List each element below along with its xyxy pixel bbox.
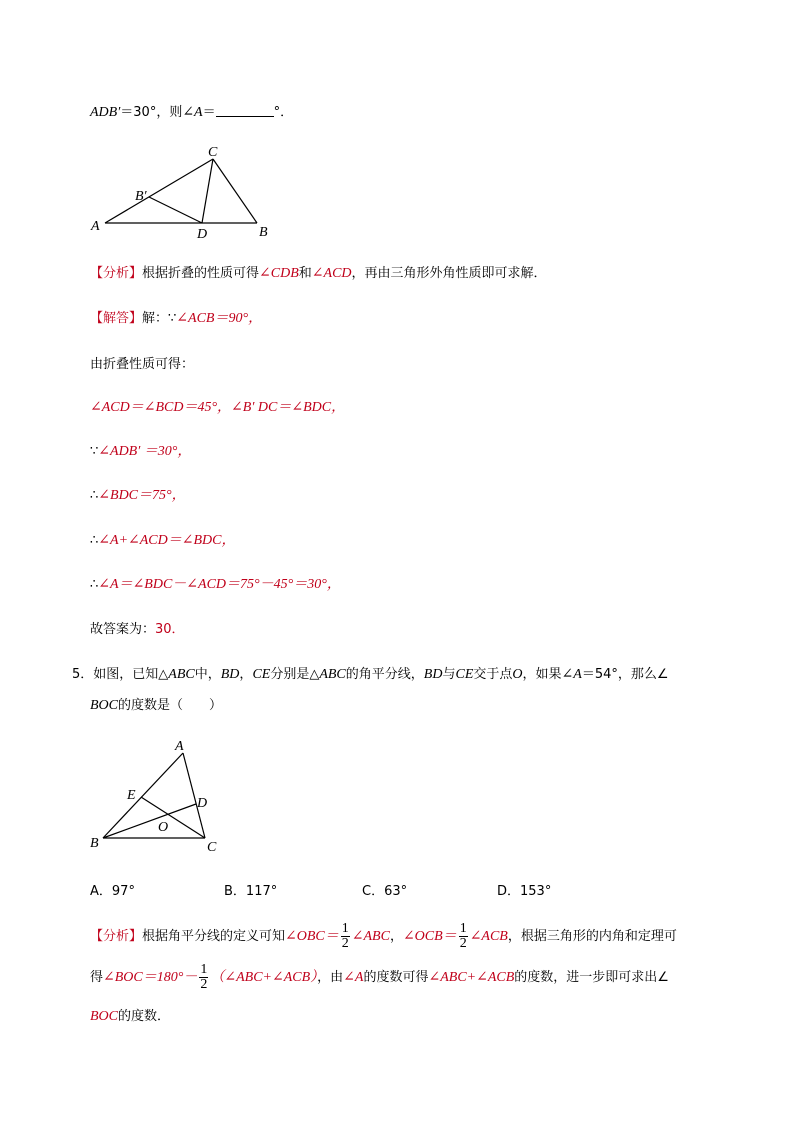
analysis-tag: 【分析】 <box>90 266 143 281</box>
angle-text: ADB′ <box>90 105 121 120</box>
choice-c[interactable]: C．63° <box>362 884 408 899</box>
label-c: C <box>207 840 217 855</box>
solution-line-6: ∴∠A+∠ACD＝∠BDC， <box>90 533 236 548</box>
segment-ba <box>103 753 183 838</box>
segment-b1d <box>149 197 202 223</box>
label-b-prime: B′ <box>135 189 147 204</box>
fraction: $\frac{1}{2}$ <box>200 962 208 992</box>
question-fill-line: ADB′＝30°，则∠A＝ °． <box>90 102 293 123</box>
solution-tag: 【解答】 <box>90 311 143 326</box>
answer-blank <box>216 102 274 117</box>
label-e: E <box>127 788 136 803</box>
label-d: D <box>197 796 208 811</box>
solution-line-4: ∵∠ADB′ ＝30°， <box>90 444 192 459</box>
analysis-tag: 【分析】 <box>90 929 143 944</box>
solution-line-5: ∴∠BDC＝75°， <box>90 488 186 503</box>
analysis-2-line-1: 【分析】根据角平分线的定义可知∠OBC＝ $\frac{1}{2}$ ∠ABC，∠OCB＝ $\frac{1}{2}$ ∠ACB，根据三角形的内角和定理可 <box>90 921 677 951</box>
label-b: B <box>90 836 99 851</box>
label-c: C <box>208 145 218 160</box>
label-a: A <box>175 739 184 754</box>
question-number: 5． <box>72 667 94 682</box>
choice-d[interactable]: D．153° <box>497 884 552 899</box>
analysis-1: 【分析】根据折叠的性质可得∠CDB和∠ACD，再由三角形外角性质即可求解． <box>90 266 547 281</box>
solution-line-2: 由折叠性质可得： <box>90 357 195 372</box>
label-o: O <box>158 820 169 835</box>
analysis-2-line-3: BOC的度数． <box>90 1009 171 1024</box>
figure-triangle-bisectors <box>85 735 235 860</box>
solution-line-1: 【解答】解：∵∠ACB＝90°， <box>90 311 263 326</box>
label-d: D <box>197 227 208 242</box>
question-5-line-2: BOC的度数是（ ） <box>90 698 223 713</box>
label-b: B <box>259 225 268 240</box>
answer-value: 30． <box>155 622 185 637</box>
segment-ac <box>105 159 213 223</box>
segment-cb <box>213 159 257 223</box>
solution-line-7: ∴∠A＝∠BDC－∠ACD＝75°－45°＝30°， <box>90 577 341 592</box>
figure-triangle-fold <box>85 142 285 242</box>
segment-bd <box>103 804 196 838</box>
answer-line: 故答案为：30． <box>90 622 185 637</box>
question-5-line-1: 5．如图，已知△ABC中，BD，CE分别是△ABC的角平分线，BD与CE交于点O，如果∠A＝54°，那么∠ <box>72 667 669 682</box>
fraction: $\frac{1}{2}$ <box>341 921 349 951</box>
segment-cd <box>202 159 213 223</box>
choice-a[interactable]: A．97° <box>90 884 135 899</box>
choice-b[interactable]: B．117° <box>224 884 278 899</box>
analysis-2-line-2: 得∠BOC＝180°－ $\frac{1}{2}$ （∠ABC+∠ACB），由∠A的度数可得∠ABC+∠ACB的度数，进一步即可求出∠ <box>90 962 669 992</box>
label-a: A <box>91 219 100 234</box>
fraction: $\frac{1}{2}$ <box>459 921 467 951</box>
solution-line-3: ∠ACD＝∠BCD＝45°，∠B′ DC＝∠BDC， <box>90 400 346 415</box>
